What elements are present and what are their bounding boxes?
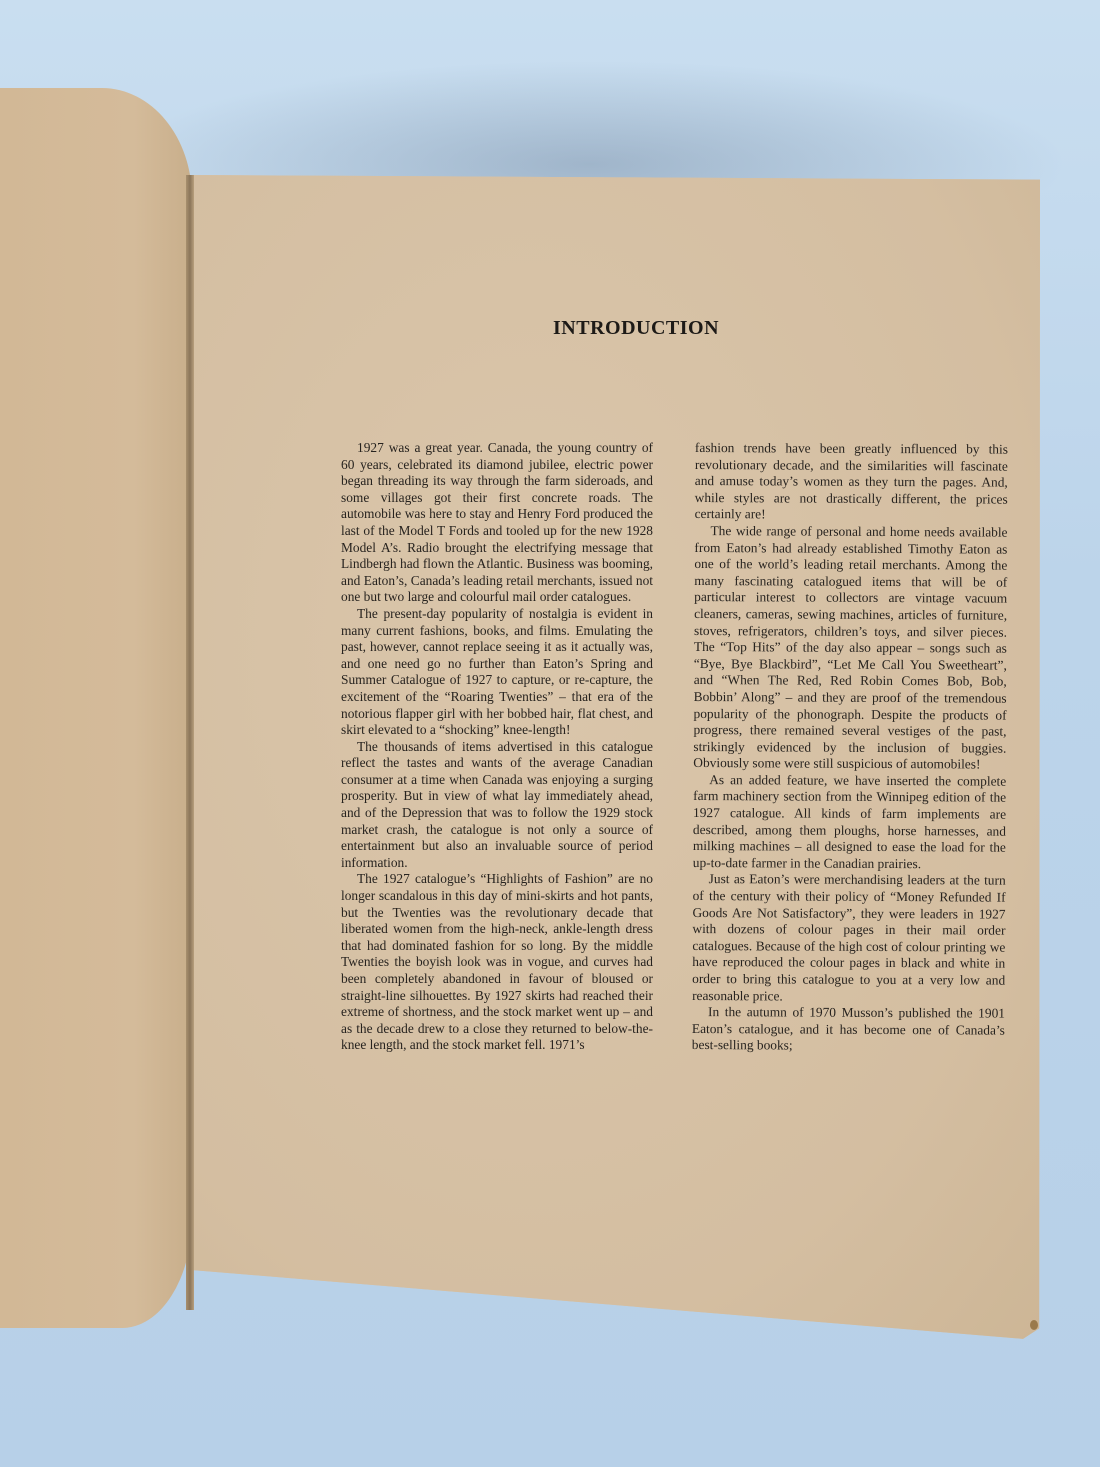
- paragraph: The present-day popularity of nostalgia is evident in many current fashions, books, and films. Emulating the past, however, cannot replace seeing it as it actually was, and one need go no further than Eaton’s Spring and Summer Catalogue of 1927 to capture, or re-capture, the excitement of the “Roaring Twenties” – that era of the notorious flapper girl with her bobbed hair, flat chest, and skirt elevated to a “shocking” knee-length!: [341, 605, 653, 738]
- page-corner-stain: [1030, 1320, 1038, 1330]
- paragraph: The wide range of personal and home needs available from Eaton’s had already established Timothy Eaton as one of the world’s leading retail merchants. Among the many fascinating catalogued items that will be of particular interest to collectors are vintage vacuum cleaners, cameras, sewing machines, articles of furniture, stoves, refrigerators, children’s toys, and silver pieces. The “Top Hits” of the day also appear – songs such as “Bye, Bye Blackbird”, “Let Me Call You Sweetheart”, and “When The Red, Red Robin Comes Bob, Bob, Bobbin’ Along” – and they are proof of the tremendous popularity of the phonograph. Despite the products of progress, there remained several vestiges of the past, strikingly evidenced by the inclusion of buggies. Obviously some were still suspicious of automobiles!: [693, 523, 1008, 772]
- paragraph: The thousands of items advertised in this catalogue reflect the tastes and wants of the average Canadian consumer at a time when Canada was enjoying a surging prosperity. But in view of what lay immediately ahead, and of the Depression that was to follow the 1929 stock market crash, the catalogue is not only a source of entertainment but also an invaluable source of period information.: [341, 738, 653, 870]
- left-page: [0, 88, 192, 1328]
- page-heading: INTRODUCTION: [553, 317, 720, 339]
- paragraph: The 1927 catalogue’s “Highlights of Fashion” are no longer scandalous in this day of mini-skirts and hot pants, but the Twenties was the revolutionary decade that liberated women from the high-neck, ankle-length dress that had dominated fashion for so long. By the middle Twenties the boyish look was in vogue, and curves had been completely abandoned in favour of bloused or straight-line silhouettes. By 1927 skirts had reached their extreme of shortness, and the stock market went up – and as the decade drew to a close they returned to below-the-knee length, and the stock market fell. 1971’s: [341, 871, 653, 1053]
- paragraph: 1927 was a great year. Canada, the young country of 60 years, celebrated its diamond jubilee, electric power began threading its way through the farm sideroads, and some villages got their first concrete roads. The automobile was here to stay and Henry Ford produced the last of the Model T Fords and tooled up for the new 1928 Model A’s. Radio brought the electrifying message that Lindbergh had flown the Atlantic. Business was booming, and Eaton’s, Canada’s leading retail merchants, issued not one but two large and colourful mail order catalogues.: [341, 440, 653, 605]
- text-column-right: [692, 440, 1008, 1056]
- book-gutter: [186, 175, 194, 1310]
- paragraph: In the autumn of 1970 Musson’s published the 1901 Eaton’s catalogue, and it has become one of Canada’s best-selling books;: [691, 1004, 1006, 1053]
- paragraph: Just as Eaton’s were merchandising leaders at the turn of the century with their policy of “Money Refunded If Goods Are Not Satisfactory”, they were leaders in 1927 with dozens of colour pages in their mail order catalogues. Because of the high cost of colour printing we have reproduced the colour pages in black and white in order to bring this catalogue to you at a very low and reasonable price.: [692, 871, 1006, 1004]
- paragraph-continuation: fashion trends have been greatly influenced by this revolutionary decade, and the similarities will fascinate and amuse today’s women as they turn the pages. And, while styles are not drastically different, the prices certainly are!: [694, 440, 1008, 522]
- background-shadow: [110, 60, 1070, 190]
- text-column-left: [341, 440, 653, 1054]
- paragraph: As an added feature, we have inserted the complete farm machinery section from the Winnipeg edition of the 1927 catalogue. All kinds of farm implements are described, among them ploughs, horse harnesses, and milking machines – all designed to ease the load for the up-to-date farmer in the Canadian prairies.: [692, 771, 1007, 872]
